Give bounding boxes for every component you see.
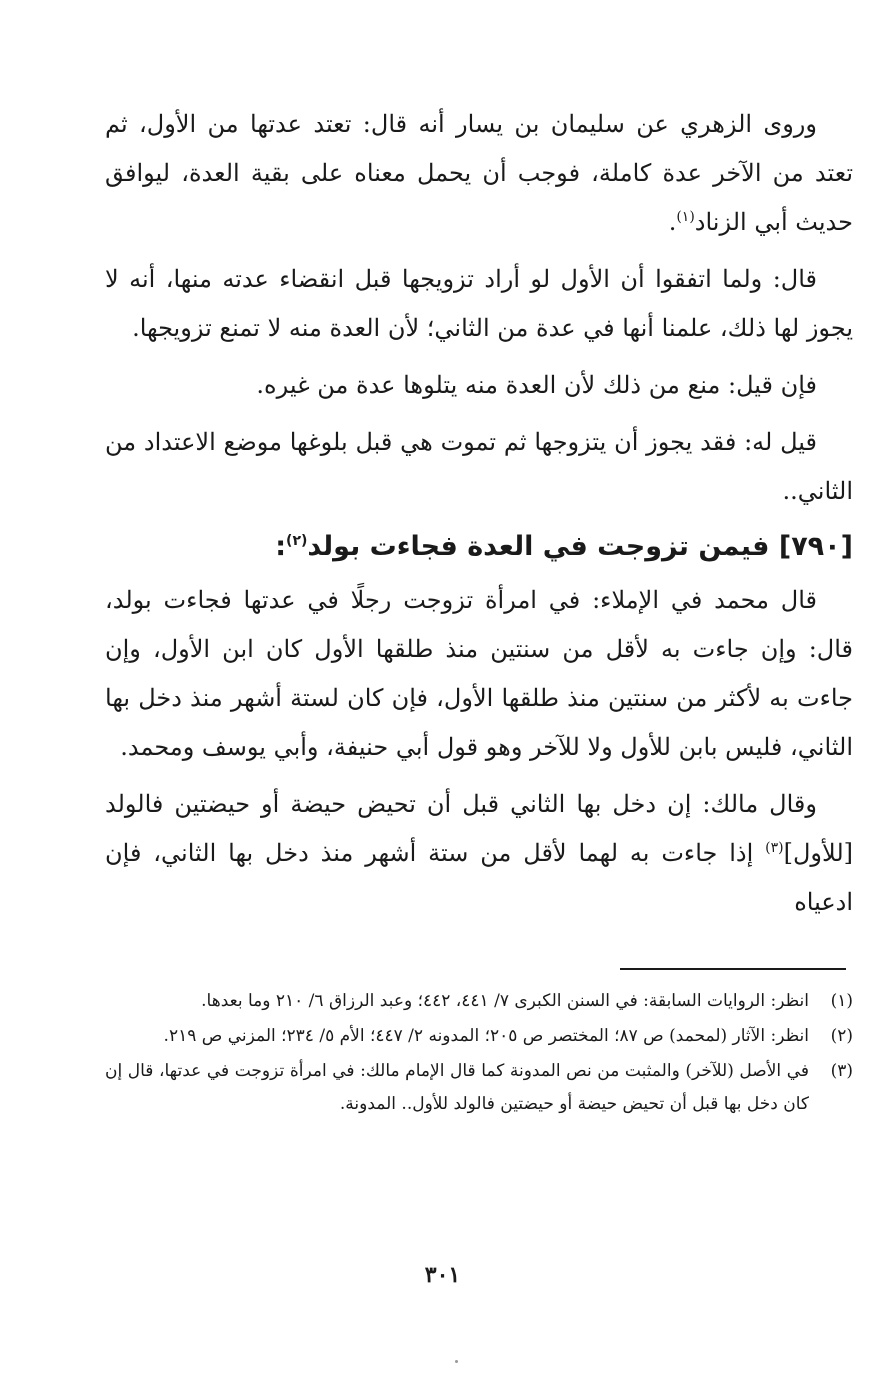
section-title: فيمن تزوجت في العدة فجاءت بولد <box>307 531 770 562</box>
footnote-divider <box>620 968 846 970</box>
footnotes <box>105 985 853 1123</box>
footnote-text: انظر: الروايات السابقة: في السنن الكبرى ٧/ ٤٤١، ٤٤٢؛ وعبد الرزاق ٦/ ٢١٠ وما بعدها. <box>201 991 809 1011</box>
footnote-ref[interactable]: (١) <box>676 209 695 225</box>
paragraph: قال محمد في الإملاء: في امرأة تزوجت رجلًا في عدتها فجاءت بولد، قال: وإن جاءت به لأقل من سنتين منذ طلقها الأول كان ابن الأول، وإن جاءت به لأكثر من سنتين منذ طلقها الأول، فإن كان لستة أشهر منذ دخل بها الثاني، فليس بابن للأول ولا للآخر وهو قول أبي حنيفة، وأبي يوسف ومحمد. <box>105 586 853 761</box>
paragraph: وروى الزهري عن سليمان بن يسار أنه قال: تعتد عدتها من الأول، ثم تعتد من الآخر عدة كاملة، فوجب أن يحمل معناه على بقية العدة، ليوافق حديث أبي الزناد$^{(١)}$. <box>105 110 853 236</box>
paragraph: وقال مالك: إن دخل بها الثاني قبل أن تحيض حيضة أو حيضتين فالولد [للأول]$^{(٣)}$ إذا جاءت به لهما لأقل من ستة أشهر منذ دخل بها الثاني، فإن ادعياه <box>105 790 853 916</box>
footnote <box>105 1020 853 1053</box>
footnote-ref[interactable]: (٣) <box>765 840 784 856</box>
footnote-number: (١) <box>830 991 853 1011</box>
footnote-text: انظر: الآثار (لمحمد) ص ٨٧؛ المختصر ص ٢٠٥؛ المدونه ٢/ ٤٤٧؛ الأم ٥/ ٢٣٤؛ المزني ص ٢١٩. <box>163 1026 809 1046</box>
paragraph: قال: ولما اتفقوا أن الأول لو أراد تزويجها قبل انقضاء عدته منها، أنه لا يجوز لها ذلك، علمنا أنها في عدة من الثاني؛ لأن العدة منه لا تمنع تزويجها. <box>105 265 853 342</box>
section-heading: [٧٩٠] فيمن تزوجت في العدة فجاءت بولد$^{(٢)}$: <box>275 531 853 562</box>
paragraph: فإن قيل: منع من ذلك لأن العدة منه يتلوها عدة من غيره. <box>256 371 817 399</box>
footnote-ref[interactable]: (٢) <box>286 533 308 549</box>
footnote-number: (٣) <box>830 1061 853 1081</box>
footnote-number: (٢) <box>830 1026 853 1046</box>
main-text <box>105 100 853 935</box>
footnote <box>105 1055 853 1121</box>
footnote-text: في الأصل (للآخر) والمثبت من نص المدونة كما قال الإمام مالك: في امرأة تزوجت في عدتها، قال إن كان دخل بها قبل أن تحيض حيضة أو حيضتين فالولد للأول.. المدونة. <box>105 1061 809 1114</box>
scan-speck <box>455 1360 458 1363</box>
footnote <box>105 985 853 1018</box>
section-number: [٧٩٠] <box>778 531 853 562</box>
paragraph: قيل له: فقد يجوز أن يتزوجها ثم تموت هي قبل بلوغها موضع الاعتداد من الثاني.. <box>105 428 853 505</box>
page-number: ٣٠١ <box>424 1262 461 1288</box>
